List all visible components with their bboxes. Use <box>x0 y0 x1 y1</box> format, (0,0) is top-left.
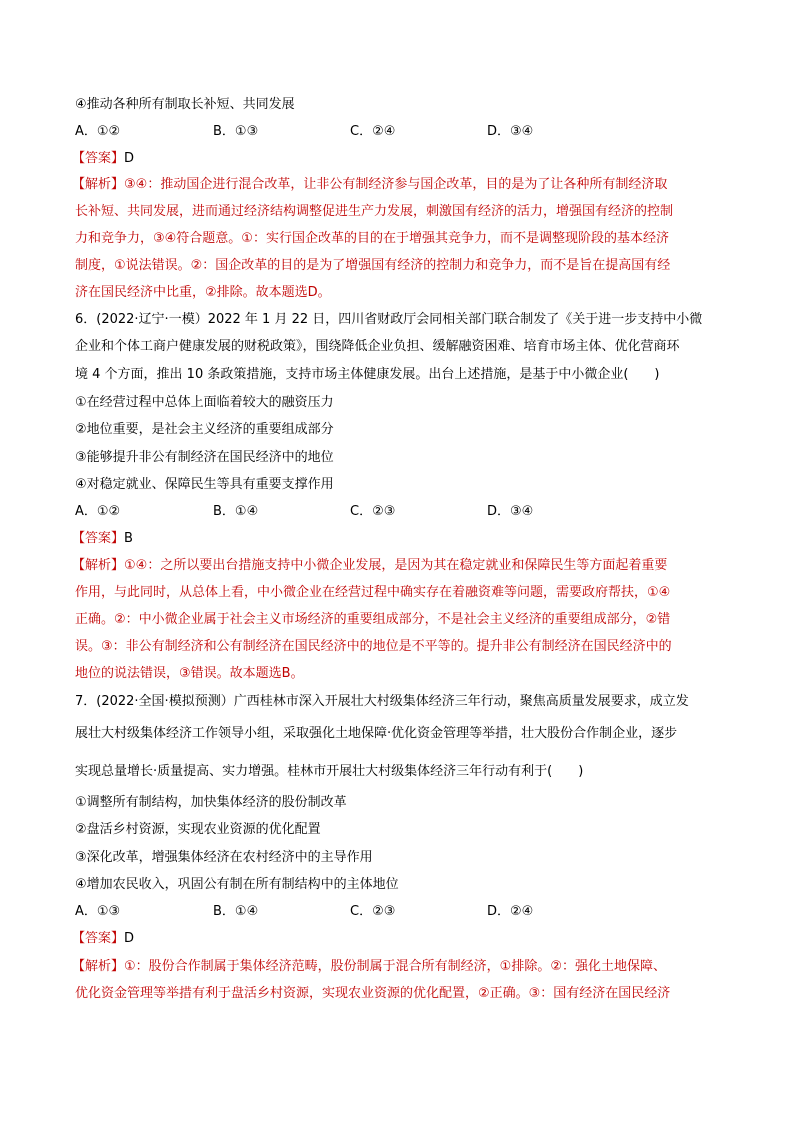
q5-option-c: C．②④ <box>350 124 396 139</box>
q5-analysis-line: 济在国民经济中比重，②排除。故本题选D。 <box>75 285 331 300</box>
q7-stem-line: 7．(2022·全国·模拟预测）广西桂林市深入开展壮大村级集体经济三年行动，聚焦高质量发展要求，成立发 <box>75 694 689 709</box>
q7-stem-line: 实现总量增长·质量提高、实力增强。桂林市开展壮大村级集体经济三年行动有利于( ) <box>75 764 584 779</box>
analysis-text: ①：股份合作制属于集体经济范畴，股份制属于混合所有制经济，①排除。②：强化土地保障、 <box>124 959 666 974</box>
q6-option-d: D．③④ <box>487 504 534 519</box>
analysis-text: ③④：推动国企进行混合改革，让非公有制经济参与国企改革，目的是为了让各种所有制经济取 <box>124 177 668 192</box>
q6-analysis-line: 正确。②：中小微企业属于社会主义市场经济的重要组成部分，不是社会主义经济的重要组成部分，②错 <box>75 612 671 627</box>
q7-option-b: B．①④ <box>213 904 259 919</box>
q6-item: ①在经营过程中总体上面临着较大的融资压力 <box>75 395 334 410</box>
q5-answer <box>72 150 722 168</box>
q7-item: ①调整所有制结构，加快集体经济的股份制改革 <box>75 795 347 810</box>
analysis-text: ①④：之所以要出台措施支持中小微企业发展，是因为其在稳定就业和保障民生等方面起着重要 <box>124 558 668 573</box>
q6-item: ②地位重要，是社会主义经济的重要组成部分 <box>75 422 334 437</box>
q6-option-a: A．①② <box>75 504 121 519</box>
q6-analysis-line: 误。③：非公有制经济和公有制经济在国民经济中的地位是不平等的。提升非公有制经济在国民经济中的 <box>75 639 672 654</box>
q7-option-a: A．①③ <box>75 904 121 919</box>
q7-analysis-line: 优化资金管理等举措有利于盘活乡村资源，实现农业资源的优化配置，②正确。③：国有经济在国民经济 <box>75 986 671 1001</box>
q7-option-c: C．②③ <box>350 904 396 919</box>
q7-analysis-line <box>72 958 722 976</box>
analysis-label: 【解析】 <box>72 177 125 192</box>
q7-item: ④增加农民收入，巩固公有制在所有制结构中的主体地位 <box>75 877 399 892</box>
q5-analysis-line: 力和竞争力，③④符合题意。①：实行国企改革的目的在于增强其竞争力，而不是调整现阶段的基本经济 <box>75 231 669 246</box>
q6-option-c: C．②③ <box>350 504 396 519</box>
q7-option-d: D．②④ <box>487 904 534 919</box>
q5-item-4: ④推动各种所有制取长补短、共同发展 <box>75 97 295 112</box>
q6-analysis-line <box>72 557 722 575</box>
q5-option-b: B．①③ <box>213 124 259 139</box>
q7-item: ②盘活乡村资源，实现农业资源的优化配置 <box>75 822 321 837</box>
q7-item: ③深化改革，增强集体经济在农村经济中的主导作用 <box>75 850 373 865</box>
analysis-label: 【解析】 <box>72 959 125 974</box>
answer-value: D <box>124 151 135 166</box>
answer-label: 【答案】 <box>72 531 125 546</box>
q6-answer <box>72 530 722 548</box>
q6-option-b: B．①④ <box>213 504 259 519</box>
q6-analysis-line: 地位的说法错误，③错误。故本题选B。 <box>75 666 304 681</box>
q6-analysis-line: 作用，与此同时，从总体上看，中小微企业在经营过程中确实存在着融资难等问题，需要政府帮扶，①④ <box>75 585 671 600</box>
q7-answer <box>72 930 722 948</box>
q5-option-d: D．③④ <box>487 124 534 139</box>
q7-stem-line: 展壮大村级集体经济工作领导小组，采取强化土地保障·优化资金管理等举措，壮大股份合作制企业，逐步 <box>75 726 678 741</box>
q5-analysis-line: 长补短、共同发展，进而通过经济结构调整促进生产力发展，刺激国有经济的活力，增强国有经济的控制 <box>75 204 674 219</box>
answer-label: 【答案】 <box>72 151 125 166</box>
answer-label: 【答案】 <box>72 931 125 946</box>
q6-stem-line: 企业和个体工商户健康发展的财税政策》，围绕降低企业负担、缓解融资困难、培育市场主体、优化营商环 <box>75 339 680 354</box>
answer-value: B <box>124 531 133 546</box>
q6-stem-line: 境 4 个方面，推出 10 条政策措施，支持市场主体健康发展。出台上述措施，是基于中小微企业( ) <box>75 367 660 382</box>
q6-item: ③能够提升非公有制经济在国民经济中的地位 <box>75 450 334 465</box>
q5-analysis-line <box>72 176 722 194</box>
q6-stem-line: 6．(2022·辽宁·一模）2022 年 1 月 22 日，四川省财政厅会同相关部门联合制发了《关于进一步支持中小微 <box>75 312 703 327</box>
answer-value: D <box>124 931 135 946</box>
analysis-label: 【解析】 <box>72 558 125 573</box>
q5-option-a: A．①② <box>75 124 121 139</box>
q5-analysis-line: 制度，①说法错误。②：国企改革的目的是为了增强国有经济的控制力和竞争力，而不是旨在提高国有经 <box>75 258 671 273</box>
q6-item: ④对稳定就业、保障民生等具有重要支撑作用 <box>75 477 334 492</box>
